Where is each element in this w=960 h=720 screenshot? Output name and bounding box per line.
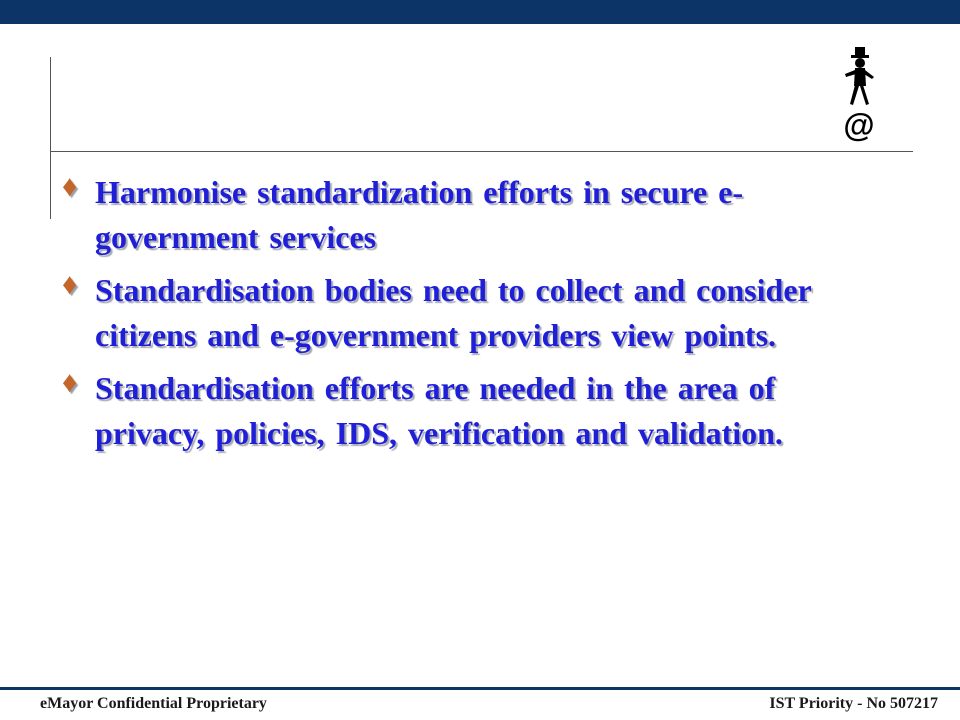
diamond-bullet-icon: ♦ [62,366,78,399]
horizontal-divider [50,151,913,152]
footer-confidential-label: eMayor Confidential Proprietary [40,695,267,712]
vertical-divider [50,57,51,219]
bullet-text: Harmonise standardization efforts in secure e-government services [95,174,744,255]
emayor-logo-icon [833,44,885,144]
footer-divider [0,687,960,690]
bullet-item [62,268,882,358]
bullet-item [62,366,882,456]
bullet-item [62,170,882,260]
svg-text:@: @ [843,107,875,143]
diamond-bullet-icon: ♦ [62,268,78,301]
footer-project-number: IST Priority - No 507217 [769,695,938,712]
bullet-text: Standardisation bodies need to collect and consider citizens and e-government providers view points. [95,272,812,353]
bullet-list [62,170,882,464]
bullet-text: Standardisation efforts are needed in the area of privacy, policies, IDS, verification and validation. [95,370,783,451]
top-header-bar [0,0,960,24]
diamond-bullet-icon: ♦ [62,170,78,203]
